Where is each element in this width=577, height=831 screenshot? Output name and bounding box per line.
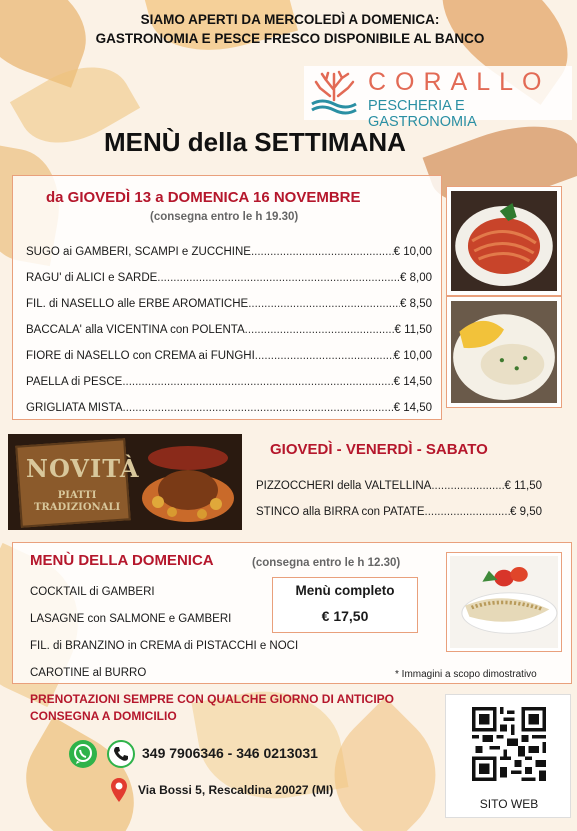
phone-icon[interactable] [106, 739, 136, 769]
corallo-logo [304, 66, 572, 130]
sunday-delivery-note: (consegna entro le h 12.30) [252, 557, 401, 569]
list-item: FIL. di NASELLO alle ERBE AROMATICHE ..... € 8,50 [26, 296, 432, 322]
sea-bass-photo [446, 552, 562, 652]
sunday-heading: MENÙ DELLA DOMENICA [30, 552, 214, 569]
qr-code-panel[interactable] [445, 694, 571, 818]
complete-menu-price: € 17,50 [321, 608, 369, 624]
novita-banner [8, 434, 242, 530]
complete-menu-label: Menù completo [295, 583, 395, 598]
cod-photo [446, 296, 562, 408]
weekly-delivery-note: (consegna entro le h 19.30) [150, 211, 299, 223]
coral-logo-icon [308, 70, 360, 116]
address: Via Bossi 5, Rescaldina 20027 (MI) [138, 783, 334, 797]
list-item: RAGU' di ALICI e SARDE ..... € 8,00 [26, 270, 432, 296]
whatsapp-icon[interactable] [68, 739, 98, 769]
list-item: LASAGNE con SALMONE e GAMBERI [30, 613, 232, 625]
chalkboard [15, 438, 130, 527]
counter-info-line: GASTRONOMIA E PESCE FRESCO DISPONIBILE AL BANCO [95, 31, 485, 46]
special-days-heading: GIOVEDÌ - VENERDÌ - SABATO [270, 441, 488, 458]
list-item: FIL. di BRANZINO in CREMA di PISTACCHI e NOCI [30, 640, 299, 652]
location-pin-icon [110, 777, 128, 803]
roast-dish-illustration [138, 440, 238, 526]
phone-numbers[interactable]: 349 7906346 - 346 0213031 [142, 745, 318, 761]
list-item: STINCO alla BIRRA con PATATE ..... € 9,50 [256, 504, 542, 530]
qr-code-icon[interactable] [472, 707, 546, 781]
booking-info [30, 691, 394, 725]
website-label[interactable]: SITO WEB [479, 797, 539, 811]
weekly-items-list [26, 244, 432, 426]
brand-tagline: PESCHERIA E GASTRONOMIA [368, 98, 477, 130]
list-item: SUGO ai GAMBERI, SCAMPI e ZUCCHINE ..... € 10,00 [26, 244, 432, 270]
list-item: PIZZOCCHERI della VALTELLINA ..... € 11,50 [256, 478, 542, 504]
delivery-line: CONSEGNA A DOMICILIO [30, 709, 177, 723]
complete-menu-box [272, 577, 418, 633]
list-item: BACCALA' alla VICENTINA con POLENTA ..... € 11,50 [26, 322, 432, 348]
list-item: PAELLA di PESCE ..... € 14,50 [26, 374, 432, 400]
list-item: FIORE di NASELLO con CREMA ai FUNGHI ..... € 10,00 [26, 348, 432, 374]
booking-line: PRENOTAZIONI SEMPRE CON QUALCHE GIORNO DI ANTICIPO [30, 692, 395, 706]
list-item: CAROTINE al BURRO [30, 667, 147, 679]
weekly-heading: da GIOVEDÌ 13 a DOMENICA 16 NOVEMBRE [46, 189, 361, 206]
novita-subtitle: PIATTI TRADIZIONALI [34, 490, 121, 513]
pasta-photo [446, 186, 562, 296]
special-items-list [256, 478, 542, 530]
opening-days-line: SIAMO APERTI DA MERCOLEDÌ A DOMENICA: [140, 12, 440, 27]
list-item: COCKTAIL di GAMBERI [30, 586, 155, 598]
page-title: MENÙ della SETTIMANA [104, 127, 406, 157]
novita-label: NOVITÀ [26, 454, 140, 483]
list-item: GRIGLIATA MISTA ..... € 14,50 [26, 400, 432, 426]
image-disclaimer: * Immagini a scopo dimostrativo [395, 669, 537, 680]
opening-hours-banner [40, 10, 540, 48]
brand-name: CORALLO [368, 68, 551, 96]
sunday-items-list [30, 584, 298, 692]
